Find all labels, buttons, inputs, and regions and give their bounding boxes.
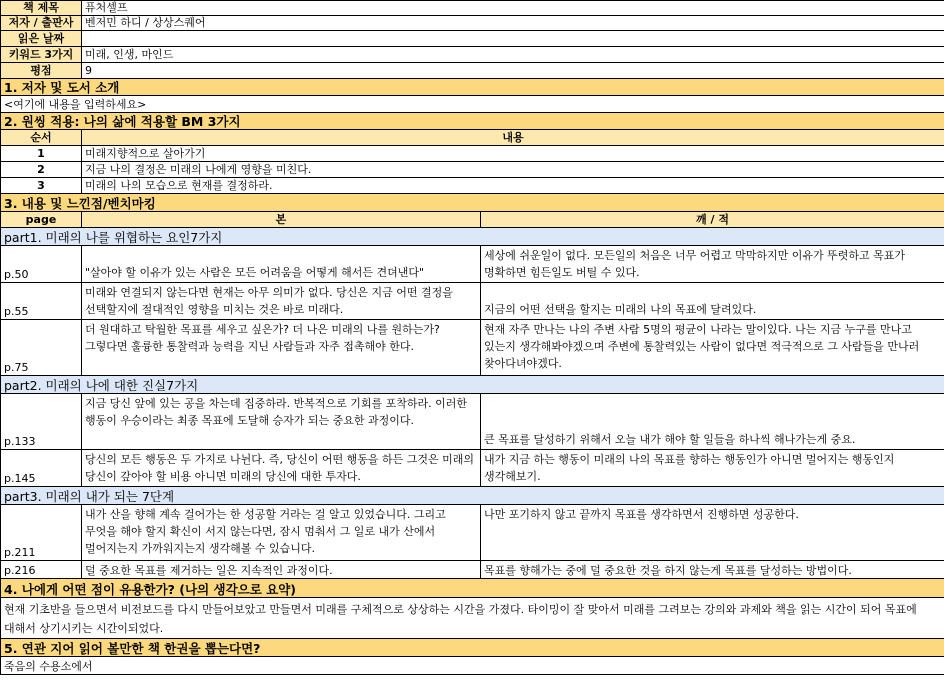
note-column-header: 깨 / 적 (481, 212, 944, 228)
author-row (1, 16, 944, 31)
section1-content[interactable]: <여기에 내용을 입력하세요> (1, 96, 944, 113)
section4-content[interactable]: 현재 기초반을 들으면서 비전보드를 다시 만들어보았고 만들면서 미래를 구체적으로 상상하는 시간을 가졌다. 타이밍이 잘 맞아서 미래를 그려보는 강의와 과제와 책을 읽는 시간이 되어 목표에 대해서 상기시키는 시간이되었다. (1, 598, 944, 639)
part-header (1, 376, 944, 394)
section2-column-header (1, 130, 944, 146)
date-row (1, 31, 944, 47)
main-column-header: 본 (82, 212, 481, 228)
section3-column-header (1, 212, 944, 228)
bm-text[interactable]: 미래지향적으로 살아가기 (82, 146, 944, 162)
content-row (1, 283, 944, 320)
title-label: 책 제목 (1, 1, 82, 16)
bm-number: 3 (1, 178, 82, 194)
note-text[interactable]: 나만 포기하지 않고 끝까지 목표를 생각하면서 진행하면 성공한다. (481, 505, 944, 561)
main-text[interactable]: 미래와 연결되지 않는다면 현재는 아무 의미가 없다. 당신은 지금 어떤 결정을 선택할지에 절대적인 영향을 미치는 것은 바로 미래다. (82, 283, 481, 320)
part1-title: part1. 미래의 나를 위협하는 요인7가지 (1, 228, 944, 246)
page-number: p.216 (1, 561, 82, 579)
keywords-value[interactable]: 미래, 인생, 마인드 (82, 47, 944, 63)
note-text[interactable]: 지금의 어떤 선택을 할지는 미래의 나의 목표에 달려있다. (481, 283, 944, 320)
section1-title: 1. 저자 및 도서 소개 (1, 79, 944, 96)
bm-row (1, 146, 944, 162)
page-number: p.75 (1, 320, 82, 376)
rating-row (1, 63, 944, 79)
note-text[interactable]: 현재 자주 만나는 나의 주변 사람 5명의 평균이 나라는 말이있다. 나는 지금 누구를 만나고 있는지 생각해봐야겠으며 주변에 통찰력있는 사람이 없다면 적극적으로 그 사람들을 만나러 찾아다녀야겠다. (481, 320, 944, 376)
main-text[interactable]: "살아야 할 이유가 있는 사람은 모든 어려움을 어떻게 해서든 견뎌낸다" (82, 246, 481, 283)
keywords-label: 키워드 3가지 (1, 47, 82, 63)
section4-row (1, 598, 944, 639)
order-column-header: 순서 (1, 130, 82, 146)
author-value[interactable]: 벤저민 하디 / 상상스퀘어 (82, 16, 944, 31)
date-value[interactable] (82, 31, 944, 47)
author-label: 저자 / 출판사 (1, 16, 82, 31)
page-number: p.133 (1, 394, 82, 450)
main-text[interactable]: 내가 산을 향해 계속 걸어가는 한 성공할 거라는 걸 알고 있었습니다. 그리고 무엇을 해야 할지 확신이 서지 않는다면, 잠시 멈춰서 그 일로 내가 산에서 멀어지는지 가까워지는지 생각해볼 수 있습니다. (82, 505, 481, 561)
note-text[interactable]: 세상에 쉬운일이 없다. 모든일의 처음은 너무 어렵고 막막하지만 이유가 뚜렷하고 목표가 명확하면 힘든일도 버틸 수 있다. (481, 246, 944, 283)
content-column-header: 내용 (82, 130, 944, 146)
part2-title: part2. 미래의 나에 대한 진실7가지 (1, 376, 944, 394)
title-row (1, 1, 944, 16)
page-number: p.211 (1, 505, 82, 561)
section3-header (1, 194, 944, 212)
rating-label: 평점 (1, 63, 82, 79)
title-value[interactable]: 퓨처셀프 (82, 1, 944, 16)
bm-number: 1 (1, 146, 82, 162)
section4-title: 4. 나에게 어떤 점이 유용한가? (나의 생각으로 요약) (1, 579, 944, 598)
section2-title: 2. 원씽 적용: 나의 삶에 적용할 BM 3가지 (1, 113, 944, 130)
section3-title: 3. 내용 및 느낀점/벤치마킹 (1, 194, 944, 212)
main-text[interactable]: 당신의 모든 행동은 두 가지로 나뉜다. 즉, 당신이 어떤 행동을 하든 그것은 미래의 당신이 갚아야 할 비용 아니면 미래의 당신에 대한 투자다. (82, 450, 481, 487)
part3-title: part3. 미래의 내가 되는 7단계 (1, 487, 944, 505)
page-number: p.145 (1, 450, 82, 487)
bm-text[interactable]: 미래의 나의 모습으로 현재를 결정하라. (82, 178, 944, 194)
content-row (1, 320, 944, 376)
note-text[interactable]: 목표를 향해가는 중에 덜 중요한 것을 하지 않는게 목표를 달성하는 방법이다. (481, 561, 944, 579)
part-header (1, 228, 944, 246)
content-row (1, 246, 944, 283)
content-row (1, 450, 944, 487)
section5-content[interactable]: 죽음의 수용소에서 (1, 657, 944, 675)
note-text[interactable]: 큰 목표를 달성하기 위해서 오늘 내가 해야 할 일들을 하나씩 해나가는게 중요. (481, 394, 944, 450)
bm-number: 2 (1, 162, 82, 178)
note-text[interactable]: 내가 지금 하는 행동이 미래의 나의 목표를 향하는 행동인가 아니면 멀어지는 행동인지 생각해보기. (481, 450, 944, 487)
page-number: p.50 (1, 246, 82, 283)
section5-header (1, 639, 944, 657)
page-number: p.55 (1, 283, 82, 320)
rating-value[interactable]: 9 (82, 63, 944, 79)
section5-title: 5. 연관 지어 읽어 볼만한 책 한권을 뽑는다면? (1, 639, 944, 657)
part-header (1, 487, 944, 505)
section4-header (1, 579, 944, 598)
section1-header (1, 79, 944, 96)
content-row (1, 561, 944, 579)
bm-text[interactable]: 지금 나의 결정은 미래의 나에게 영향을 미친다. (82, 162, 944, 178)
content-row (1, 505, 944, 561)
keywords-row (1, 47, 944, 63)
section5-row (1, 657, 944, 675)
main-text[interactable]: 지금 당신 앞에 있는 공을 차는데 집중하라. 반복적으로 기회를 포착하라. 이러한 행동이 우승이라는 최종 목표에 도달해 승자가 되는 중요한 과정이다. (82, 394, 481, 450)
page-column-header: page (1, 212, 82, 228)
section1-row (1, 96, 944, 113)
bm-row (1, 162, 944, 178)
content-row (1, 394, 944, 450)
date-label: 읽은 날짜 (1, 31, 82, 47)
section2-header (1, 113, 944, 130)
main-text[interactable]: 더 원대하고 탁월한 목표를 세우고 싶은가? 더 나은 미래의 나를 원하는가? 그렇다면 훌륭한 통찰력과 능력을 지닌 사람들과 자주 접촉해야 한다. (82, 320, 481, 376)
bm-row (1, 178, 944, 194)
main-text[interactable]: 덜 중요한 목표를 제거하는 일은 지속적인 과정이다. (82, 561, 481, 579)
